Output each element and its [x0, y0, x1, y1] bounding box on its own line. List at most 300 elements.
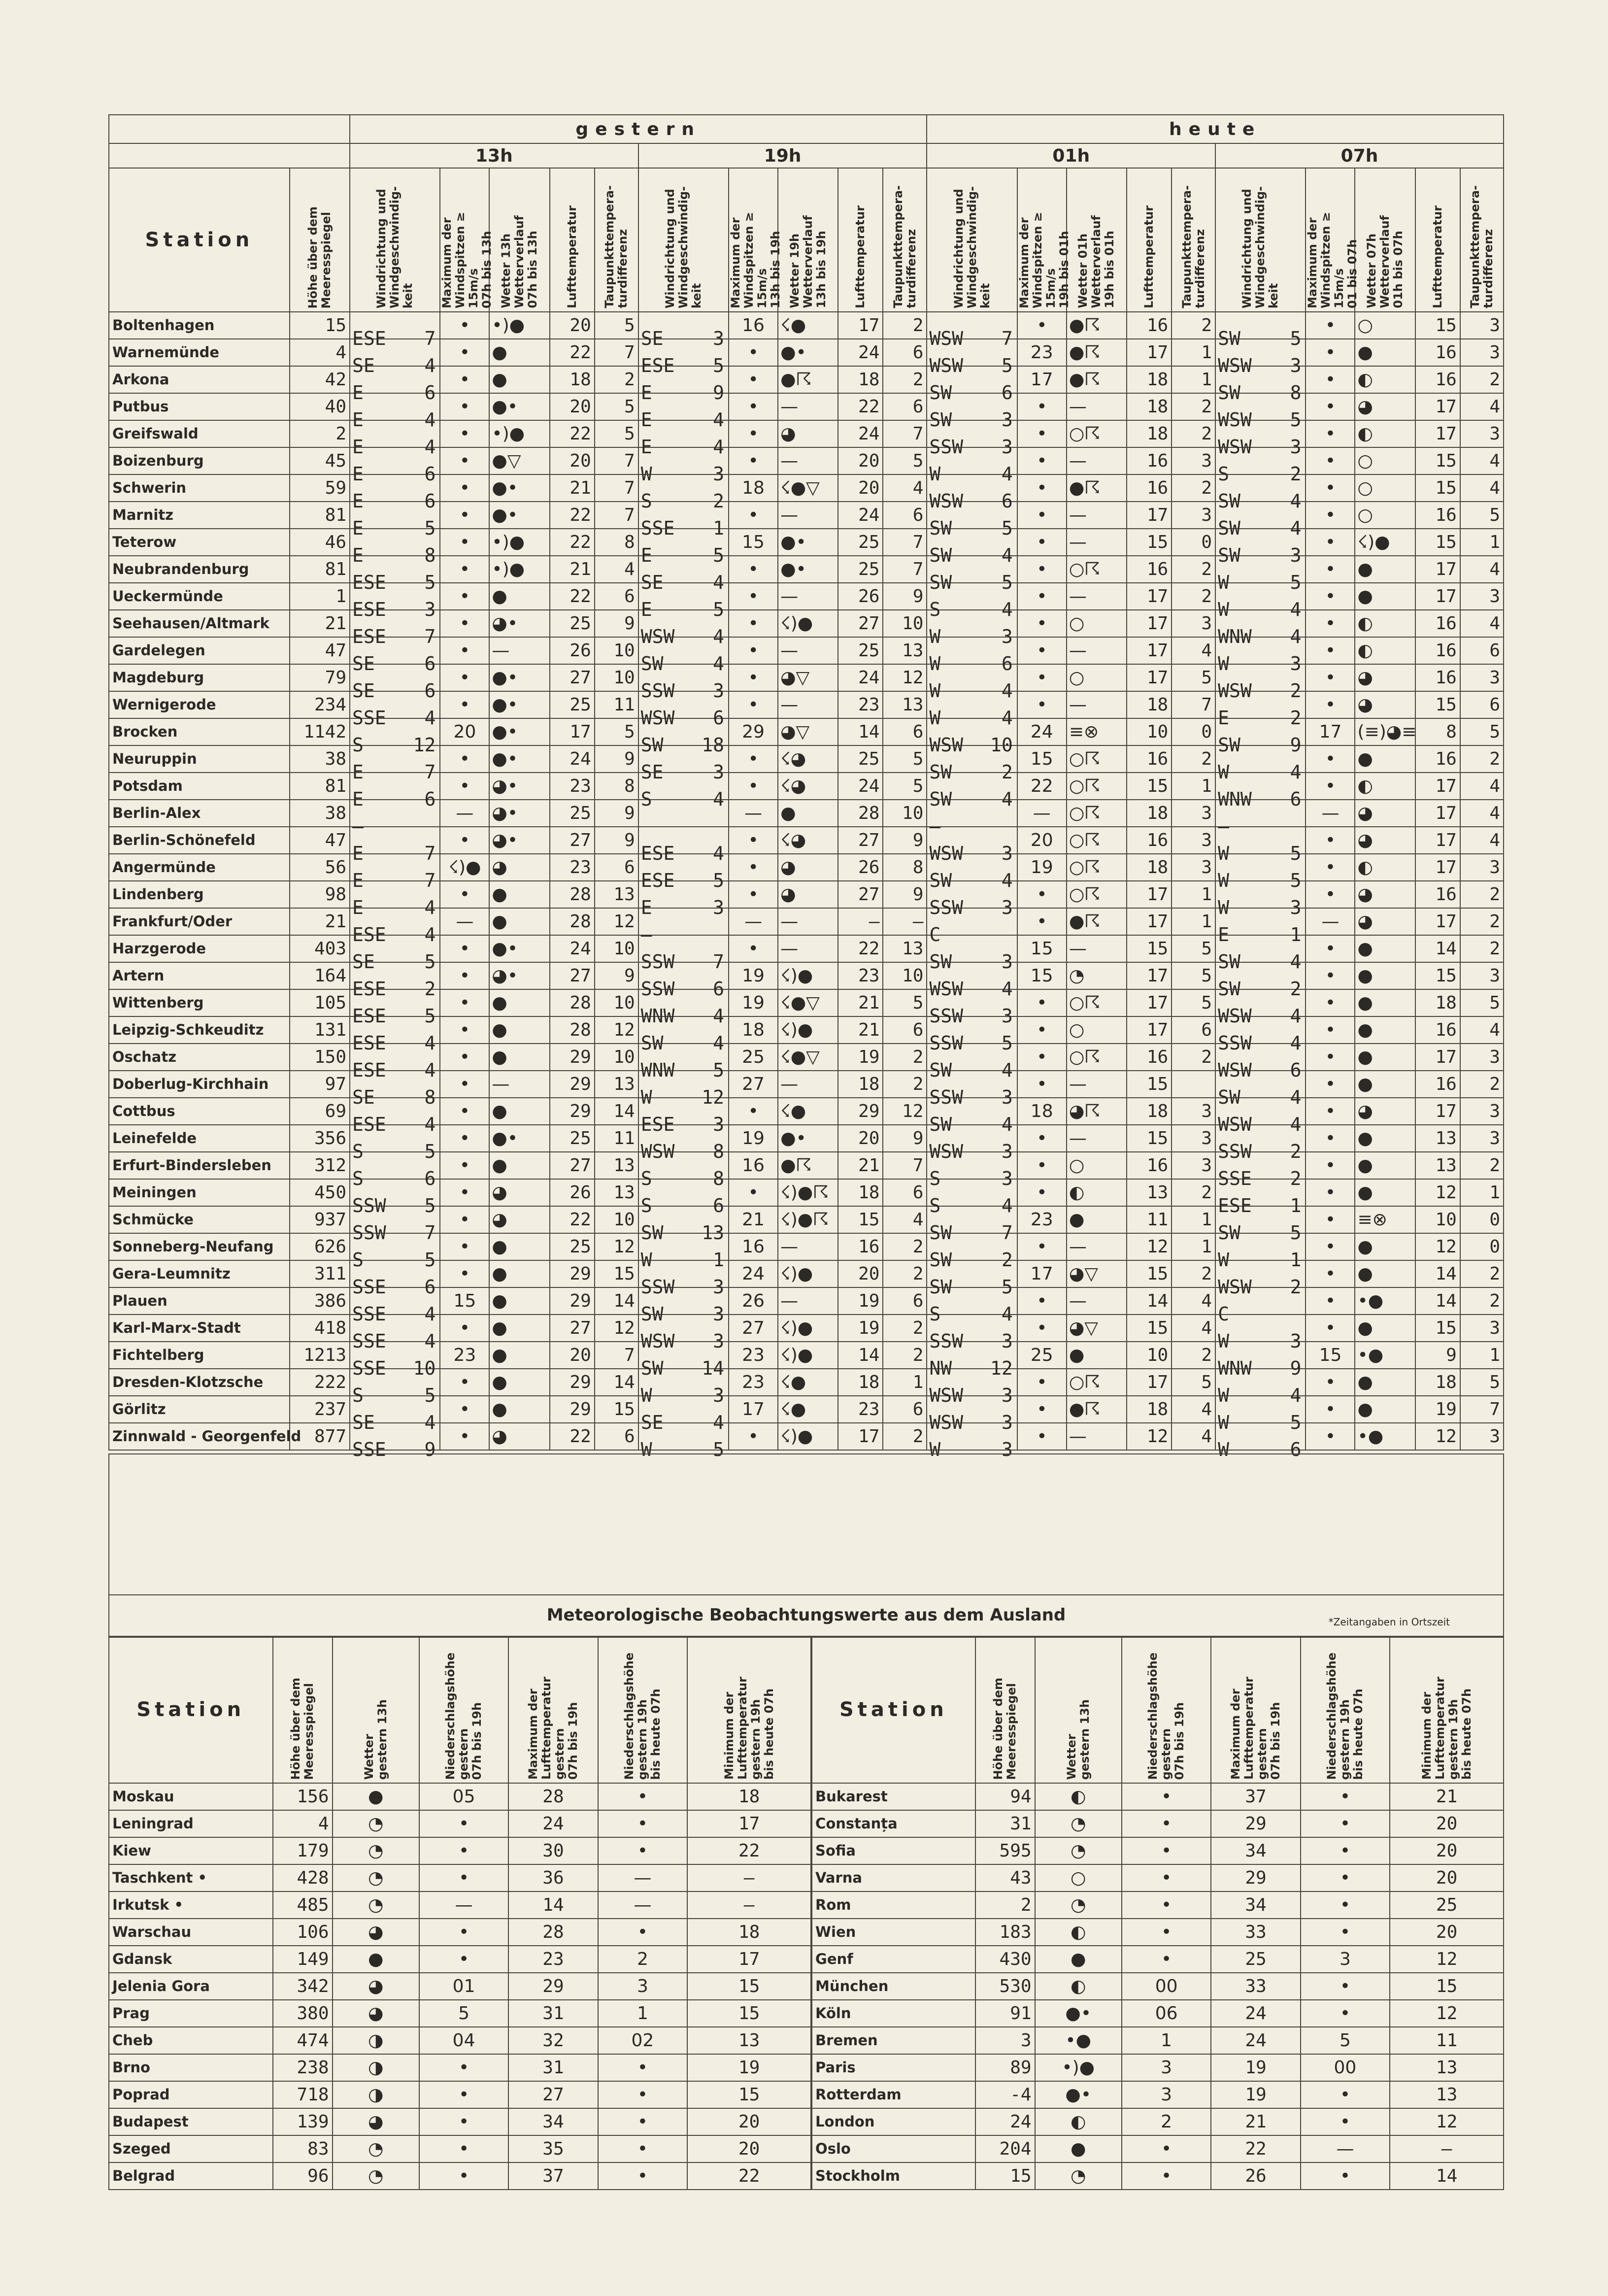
foreign-max-temp: 24 — [1211, 2000, 1300, 2027]
wind-direction: SW — [929, 788, 952, 810]
wind-speed: 4 — [424, 896, 436, 918]
wind-cell — [350, 1179, 440, 1216]
wind-direction: E — [640, 436, 652, 458]
wind-gust-max: • — [440, 420, 489, 447]
dewpoint-difference: 9 — [595, 800, 638, 827]
dewpoint-difference: 12 — [883, 664, 927, 691]
header-01h: 01h — [927, 143, 1215, 168]
foreign-min-temp: — — [687, 1891, 811, 1919]
wind-speed: 14 — [702, 1357, 725, 1379]
wind-speed: 8 — [713, 1167, 725, 1189]
dewpoint-difference: 13 — [595, 881, 638, 908]
wind-gust-max: • — [1306, 935, 1355, 962]
wind-speed: 3 — [1001, 436, 1013, 458]
wind-cell — [927, 529, 1017, 566]
table-row — [109, 1098, 1504, 1125]
air-temperature: 29 — [550, 1044, 595, 1071]
foreign-station-column-header: Station — [811, 1636, 975, 1783]
wind-direction: SW — [1218, 517, 1240, 539]
wind-gust-max: • — [1306, 312, 1355, 339]
foreign-column-header-label: Niederschlagshöhe gestern 19h bis heute 07h — [1324, 1652, 1365, 1780]
foreign-max-temp: 36 — [508, 1864, 598, 1891]
wind-gust-max: • — [729, 556, 778, 583]
wind-direction: WSW — [929, 327, 964, 349]
weather-symbol: — — [778, 637, 838, 664]
station-name: Oschatz — [109, 1044, 290, 1071]
foreign-precip-night: — — [598, 1891, 687, 1919]
weather-symbol: •)● — [489, 556, 549, 583]
foreign-precip-night: 1 — [598, 2000, 687, 2027]
air-temperature: 17 — [1127, 637, 1172, 664]
wind-cell — [927, 1179, 1017, 1216]
air-temperature: 12 — [1415, 1423, 1460, 1450]
weather-symbol: ●• — [489, 718, 549, 745]
wind-cell — [1215, 908, 1306, 945]
wind-cell — [350, 989, 440, 1027]
wind-cell — [927, 637, 1017, 675]
dewpoint-difference: 1 — [1172, 773, 1215, 800]
air-temperature: 21 — [838, 1152, 883, 1179]
wind-direction: SSW — [929, 1005, 964, 1027]
dewpoint-difference: 13 — [595, 1179, 638, 1206]
dewpoint-difference: 5 — [883, 989, 927, 1016]
wind-speed: 6 — [424, 1167, 436, 1189]
weather-symbol: ☇)● — [778, 1423, 838, 1450]
wind-gust-max: • — [440, 691, 489, 718]
wind-cell — [638, 718, 729, 756]
foreign-weather-symbol: ◕ — [333, 2000, 419, 2027]
wind-speed: 2 — [424, 978, 436, 1000]
wind-cell — [927, 989, 1017, 1027]
wind-cell — [1215, 718, 1306, 756]
wind-gust-max: — — [440, 800, 489, 827]
wind-speed: 8 — [424, 1086, 436, 1108]
dewpoint-difference: 2 — [1460, 1287, 1504, 1315]
wind-cell — [927, 474, 1017, 512]
table-row — [109, 1396, 1504, 1423]
wind-cell — [1215, 1315, 1306, 1352]
wind-cell — [927, 881, 1017, 918]
foreign-min-temp: 19 — [687, 2054, 811, 2081]
dewpoint-difference: 5 — [1460, 502, 1504, 529]
dewpoint-difference: 2 — [1172, 312, 1215, 339]
wind-gust-max: • — [1017, 529, 1067, 556]
station-height: 81 — [290, 773, 350, 800]
wind-speed: 6 — [1001, 652, 1013, 675]
air-temperature: 17 — [1127, 962, 1172, 989]
dewpoint-difference: 3 — [1460, 1098, 1504, 1125]
weather-symbol: ◕• — [489, 800, 549, 827]
dewpoint-difference: 13 — [595, 1152, 638, 1179]
dewpoint-difference: 5 — [1172, 1369, 1215, 1396]
foreign-station-name: Belgrad — [109, 2162, 273, 2190]
foreign-precip-day: • — [1122, 2162, 1211, 2190]
wind-speed: 4 — [1290, 490, 1302, 512]
wind-gust-max: • — [440, 339, 489, 366]
wind-gust-max: 17 — [1306, 718, 1355, 745]
foreign-max-temp: 27 — [508, 2081, 598, 2108]
wind-direction: ESE — [352, 923, 386, 945]
wind-gust-max: • — [1306, 1206, 1355, 1233]
foreign-station-name: Wien — [811, 1919, 975, 1946]
foreign-precip-night: • — [598, 1783, 687, 1810]
wind-speed: 6 — [424, 1276, 436, 1298]
wind-speed: 3 — [1290, 436, 1302, 458]
air-temperature: — — [838, 908, 883, 935]
foreign-station-name: Szeged — [109, 2135, 273, 2162]
wind-direction: WSW — [1218, 1059, 1252, 1081]
table-row — [109, 1016, 1504, 1044]
wind-direction: SW — [929, 1221, 952, 1244]
wind-speed: 7 — [424, 625, 436, 647]
weather-symbol: ● — [489, 1044, 549, 1071]
foreign-precip-night: 5 — [1301, 2027, 1390, 2054]
wind-gust-max: • — [729, 1423, 778, 1450]
dewpoint-difference: 2 — [1172, 474, 1215, 502]
wind-gust-max: 16 — [729, 1152, 778, 1179]
weather-symbol: ●• — [489, 745, 549, 773]
weather-symbol: ● — [1355, 1179, 1415, 1206]
weather-symbol: ◕ — [1355, 800, 1415, 827]
air-temperature: 25 — [550, 610, 595, 637]
wind-cell — [638, 529, 729, 566]
wind-direction: S — [929, 1167, 941, 1189]
foreign-station-height: 96 — [273, 2162, 333, 2190]
foreign-station-height: 89 — [975, 2054, 1035, 2081]
foreign-precip-day: • — [419, 1919, 508, 1946]
air-temperature: 20 — [550, 393, 595, 420]
wind-cell — [927, 393, 1017, 431]
wind-direction: SW — [1218, 381, 1240, 404]
air-temperature: 15 — [838, 1206, 883, 1233]
wind-speed: 3 — [1001, 1005, 1013, 1027]
table-row — [109, 827, 1504, 854]
station-height: 105 — [290, 989, 350, 1016]
air-temperature: 25 — [838, 556, 883, 583]
wind-direction: WSW — [929, 1140, 964, 1162]
wind-direction: C — [1218, 1303, 1229, 1325]
table-row — [109, 1233, 1504, 1260]
wind-cell — [350, 366, 440, 404]
air-temperature: 17 — [838, 1423, 883, 1450]
dewpoint-difference: 10 — [595, 935, 638, 962]
air-temperature: 17 — [1415, 420, 1460, 447]
dewpoint-difference: 0 — [1460, 1233, 1504, 1260]
wind-speed: 5 — [713, 598, 725, 620]
air-temperature: 22 — [550, 529, 595, 556]
weather-symbol: — — [1067, 1125, 1127, 1152]
foreign-min-temp: 13 — [687, 2027, 811, 2054]
air-temperature: 26 — [838, 854, 883, 881]
wind-cell — [350, 1369, 440, 1406]
foreign-station-height: 139 — [273, 2108, 333, 2135]
station-height: 150 — [290, 1044, 350, 1071]
column-header-label: Lufttemperatur — [853, 205, 868, 308]
wind-speed: 4 — [1001, 707, 1013, 729]
wind-direction: W — [640, 463, 652, 485]
wind-gust-max: 15 — [729, 529, 778, 556]
weather-symbol: ●☈ — [1067, 1396, 1127, 1423]
wind-speed: 4 — [424, 408, 436, 431]
weather-symbol: — — [1067, 691, 1127, 718]
weather-symbol: ●• — [489, 393, 549, 420]
foreign-station-name: Warschau — [109, 1919, 273, 1946]
wind-direction: — — [352, 815, 364, 837]
wind-cell — [1215, 474, 1306, 512]
wind-speed: 5 — [713, 354, 725, 376]
wind-speed: 12 — [413, 734, 436, 756]
weather-symbol: ◐ — [1355, 366, 1415, 393]
foreign-max-temp: 30 — [508, 1837, 598, 1864]
station-name: Seehausen/Altmark — [109, 610, 290, 637]
column-header-label: Wetter 13h Wetterverlauf 07h bis 13h — [499, 215, 540, 308]
dewpoint-difference: 6 — [595, 1423, 638, 1450]
foreign-min-temp: — — [687, 1864, 811, 1891]
weather-symbol: ● — [489, 1233, 549, 1260]
dewpoint-difference: 10 — [883, 610, 927, 637]
dewpoint-difference: 2 — [1172, 583, 1215, 610]
air-temperature: 13 — [1127, 1179, 1172, 1206]
foreign-precip-day: 5 — [419, 2000, 508, 2027]
wind-direction: W — [1218, 896, 1229, 918]
wind-direction: SSW — [929, 896, 964, 918]
foreign-column-header-label: Niederschlagshöhe gestern 07h bis 19h — [443, 1652, 484, 1780]
column-header-label: Taupunkttempera- turdifferenz — [891, 185, 918, 308]
weather-symbol: ●• — [489, 691, 549, 718]
weather-symbol: •)● — [489, 420, 549, 447]
dewpoint-difference: 15 — [595, 1396, 638, 1423]
station-height: 356 — [290, 1125, 350, 1152]
dewpoint-difference: 3 — [1460, 664, 1504, 691]
air-temperature: 17 — [838, 312, 883, 339]
wind-cell — [927, 1342, 1017, 1379]
dewpoint-difference: 7 — [595, 339, 638, 366]
column-header-hoehe-0 — [290, 168, 350, 312]
dewpoint-difference: 4 — [1172, 637, 1215, 664]
wind-gust-max: • — [1017, 1369, 1067, 1396]
air-temperature: 15 — [1127, 1071, 1172, 1098]
wind-speed: 4 — [424, 923, 436, 945]
dewpoint-difference: 14 — [595, 1369, 638, 1396]
wind-direction: NW — [929, 1357, 952, 1379]
column-header-wetter07-18 — [1355, 168, 1415, 312]
dewpoint-difference: 9 — [595, 962, 638, 989]
table-row — [109, 1973, 1504, 2000]
dewpoint-difference: 5 — [1460, 718, 1504, 745]
foreign-precip-night: • — [1301, 1864, 1390, 1891]
wind-direction: WSW — [1218, 354, 1252, 376]
wind-cell — [927, 691, 1017, 729]
table-row — [109, 718, 1504, 745]
foreign-column-header-min — [1390, 1636, 1504, 1783]
wind-cell — [638, 610, 729, 647]
station-height: 38 — [290, 745, 350, 773]
wind-speed: 8 — [424, 544, 436, 566]
weather-symbol: ○☈ — [1067, 420, 1127, 447]
dewpoint-difference: 6 — [883, 718, 927, 745]
air-temperature: 27 — [838, 827, 883, 854]
wind-direction: ESE — [352, 978, 386, 1000]
air-temperature: 16 — [1127, 1152, 1172, 1179]
wind-cell — [638, 1044, 729, 1081]
wind-direction: SW — [640, 734, 664, 756]
station-name: Artern — [109, 962, 290, 989]
wind-cell — [1215, 827, 1306, 864]
header-07h: 07h — [1215, 143, 1504, 168]
wind-gust-max: • — [440, 664, 489, 691]
wind-cell — [1215, 447, 1306, 485]
wind-direction: E — [352, 788, 364, 810]
dewpoint-difference: 6 — [883, 1287, 927, 1315]
table-row — [109, 1369, 1504, 1396]
wind-direction: E — [352, 896, 364, 918]
air-temperature: 17 — [1127, 1016, 1172, 1044]
wind-gust-max: 15 — [1017, 935, 1067, 962]
dewpoint-difference: 13 — [883, 935, 927, 962]
wind-direction: SSW — [352, 1221, 386, 1244]
foreign-station-name: Jelenia Gora — [109, 1973, 273, 2000]
air-temperature: 14 — [1415, 935, 1460, 962]
wind-speed: 5 — [1290, 408, 1302, 431]
weather-symbol: ● — [489, 1260, 549, 1287]
foreign-weather-symbol: ●• — [1035, 2081, 1122, 2108]
wind-direction: ESE — [352, 1032, 386, 1054]
foreign-min-temp: 17 — [687, 1946, 811, 1973]
column-header-max07-17 — [1306, 168, 1360, 312]
wind-direction: E — [1218, 707, 1229, 729]
wind-cell — [927, 420, 1017, 458]
wind-direction: ESE — [352, 327, 386, 349]
wind-speed: 8 — [1290, 381, 1302, 404]
table-row — [109, 556, 1504, 583]
wind-cell — [1215, 1369, 1306, 1406]
weather-symbol: ◕ — [489, 1179, 549, 1206]
weather-symbol: ◐ — [1355, 610, 1415, 637]
foreign-weather-symbol: ◔ — [333, 1891, 419, 1919]
foreign-column-header-label: Niederschlagshöhe gestern 07h bis 19h — [1146, 1652, 1187, 1780]
air-temperature: 18 — [838, 1071, 883, 1098]
wind-gust-max: • — [1306, 827, 1355, 854]
weather-symbol: ◕ — [778, 420, 838, 447]
wind-direction: W — [1218, 1330, 1229, 1352]
weather-symbol: •● — [1355, 1423, 1415, 1450]
foreign-min-temp: 22 — [687, 1837, 811, 1864]
station-height: 1 — [290, 583, 350, 610]
foreign-column-header-label: Minimum der Lufttemperatur gestern 19h bis heute 07h — [722, 1677, 776, 1780]
station-height: 81 — [290, 502, 350, 529]
wind-gust-max: • — [1306, 366, 1355, 393]
table-row — [109, 1260, 1504, 1287]
foreign-station-height: 179 — [273, 1837, 333, 1864]
wind-gust-max: • — [440, 502, 489, 529]
wind-gust-max: • — [729, 854, 778, 881]
foreign-station-name: Brno — [109, 2054, 273, 2081]
foreign-min-temp: 12 — [1390, 2108, 1504, 2135]
wind-speed: 1 — [1290, 923, 1302, 945]
air-temperature: 25 — [550, 1233, 595, 1260]
wind-cell — [1215, 339, 1306, 376]
foreign-precip-day: • — [419, 1864, 508, 1891]
foreign-station-name: München — [811, 1973, 975, 2000]
air-temperature: 16 — [1415, 366, 1460, 393]
weather-symbol: ☇)●☈ — [778, 1179, 838, 1206]
wind-gust-max: 17 — [1017, 1260, 1067, 1287]
foreign-precip-day: 3 — [1122, 2081, 1211, 2108]
wind-gust-max: • — [1306, 339, 1355, 366]
wind-cell — [927, 366, 1017, 404]
weather-symbol: ◐ — [1355, 637, 1415, 664]
dewpoint-difference: — — [883, 908, 927, 935]
wind-cell — [927, 1369, 1017, 1406]
foreign-max-temp: 29 — [1211, 1864, 1300, 1891]
air-temperature: 17 — [1415, 800, 1460, 827]
wind-gust-max: • — [440, 312, 489, 339]
station-name: Magdeburg — [109, 664, 290, 691]
wind-cell — [1215, 854, 1306, 891]
weather-symbol: ○ — [1355, 502, 1415, 529]
weather-symbol: ●☈ — [778, 366, 838, 393]
wind-speed: 2 — [713, 490, 725, 512]
wind-direction: W — [1218, 761, 1229, 783]
wind-gust-max: • — [1017, 610, 1067, 637]
wind-gust-max: • — [1306, 854, 1355, 881]
dewpoint-difference: 2 — [1172, 1179, 1215, 1206]
weather-symbol: ● — [489, 583, 549, 610]
wind-speed: 3 — [1290, 1330, 1302, 1352]
column-header-label: Wetter 19h Wetterverlauf 13h bis 19h — [787, 215, 828, 308]
dewpoint-difference: 2 — [883, 312, 927, 339]
wind-speed: 3 — [1001, 408, 1013, 431]
wind-cell — [350, 881, 440, 918]
wind-gust-max: 16 — [729, 1233, 778, 1260]
air-temperature: 27 — [550, 962, 595, 989]
air-temperature: 15 — [1415, 447, 1460, 474]
foreign-max-temp: 29 — [1211, 1810, 1300, 1837]
table-row — [109, 1423, 1504, 1450]
wind-cell — [638, 474, 729, 512]
dewpoint-difference: 2 — [595, 366, 638, 393]
wind-cell — [350, 502, 440, 539]
dewpoint-difference: 5 — [595, 718, 638, 745]
air-temperature: 22 — [550, 1423, 595, 1450]
wind-cell — [927, 1206, 1017, 1244]
foreign-precip-night: • — [1301, 2162, 1390, 2190]
air-temperature: 25 — [550, 1125, 595, 1152]
wind-cell — [1215, 366, 1306, 404]
dewpoint-difference: 4 — [1460, 393, 1504, 420]
column-header-label: Maximum der Windspitzen ≥ 15m/s 07h bis 13h — [440, 212, 494, 308]
air-temperature: 29 — [550, 1396, 595, 1423]
air-temperature: 19 — [838, 1315, 883, 1342]
wind-direction: ESE — [352, 625, 386, 647]
wind-gust-max: 20 — [1017, 827, 1067, 854]
wind-speed: 3 — [1001, 1140, 1013, 1162]
station-name: Erfurt-Bindersleben — [109, 1152, 290, 1179]
weather-symbol: ● — [489, 366, 549, 393]
weather-symbol: ☇●▽ — [778, 474, 838, 502]
dewpoint-difference: 2 — [1460, 908, 1504, 935]
foreign-station-name: Paris — [811, 2054, 975, 2081]
wind-speed: 3 — [713, 1303, 725, 1325]
wind-speed: 3 — [1290, 896, 1302, 918]
weather-symbol: ☇● — [778, 1369, 838, 1396]
header-gestern: gestern — [350, 115, 927, 143]
wind-speed: 5 — [1001, 1276, 1013, 1298]
weather-symbol: — — [1067, 583, 1127, 610]
station-height: 450 — [290, 1179, 350, 1206]
dewpoint-difference: 5 — [883, 447, 927, 474]
wind-direction: W — [640, 1438, 652, 1460]
